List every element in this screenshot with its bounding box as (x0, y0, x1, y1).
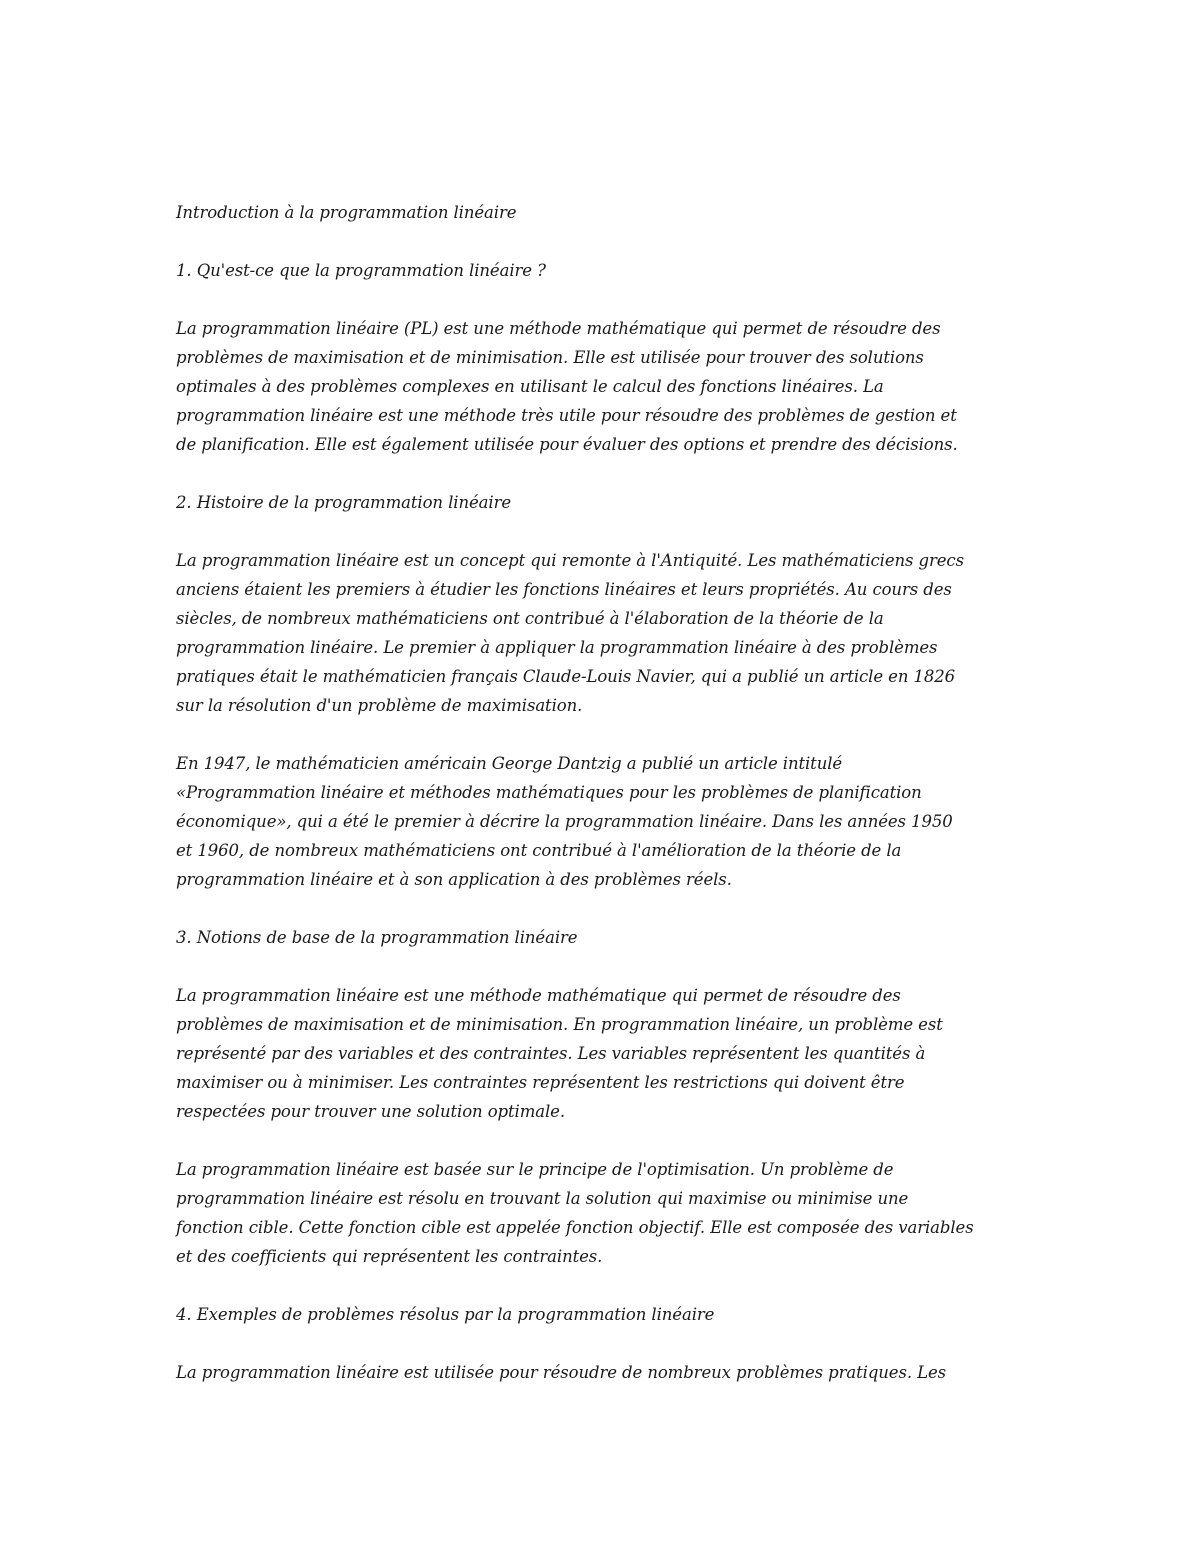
text-line: programmation linéaire est résolu en trouvant la solution qui maximise ou minimise une (176, 1189, 909, 1208)
text-line: programmation linéaire et à son application à des problèmes réels. (176, 870, 732, 889)
text-line: «Programmation linéaire et méthodes mathématiques pour les problèmes de planification (176, 783, 922, 802)
section-heading-1: 1. Qu'est-ce que la programmation linéaire ? (176, 261, 546, 280)
text-line: économique», qui a été le premier à décrire la programmation linéaire. Dans les années 1950 (176, 812, 953, 831)
text-line: La programmation linéaire est basée sur le principe de l'optimisation. Un problème de (176, 1160, 894, 1179)
text-line: programmation linéaire est une méthode très utile pour résoudre des problèmes de gestion et (176, 406, 957, 425)
text-line: optimales à des problèmes complexes en utilisant le calcul des fonctions linéaires. La (176, 377, 884, 396)
section-2-paragraph-1 (176, 546, 1036, 720)
text-line: respectées pour trouver une solution optimale. (176, 1102, 565, 1121)
section-2-paragraph-2 (176, 749, 1036, 894)
text-line: La programmation linéaire est utilisée pour résoudre de nombreux problèmes pratiques. Les (176, 1363, 947, 1382)
section-heading-4: 4. Exemples de problèmes résolus par la programmation linéaire (176, 1305, 715, 1324)
text-line: pratiques était le mathématicien français Claude-Louis Navier, qui a publié un article en 1826 (176, 667, 956, 686)
section-heading-3: 3. Notions de base de la programmation linéaire (176, 928, 578, 947)
text-line: représenté par des variables et des contraintes. Les variables représentent les quantités à (176, 1044, 926, 1063)
text-line: programmation linéaire. Le premier à appliquer la programmation linéaire à des problèmes (176, 638, 938, 657)
text-line: sur la résolution d'un problème de maximisation. (176, 696, 583, 715)
text-line: siècles, de nombreux mathématiciens ont contribué à l'élaboration de la théorie de la (176, 609, 884, 628)
text-line: de planification. Elle est également utilisée pour évaluer des options et prendre des décisions. (176, 435, 958, 454)
text-line: anciens étaient les premiers à étudier les fonctions linéaires et leurs propriétés. Au cours des (176, 580, 952, 599)
text-line: maximiser ou à minimiser. Les contraintes représentent les restrictions qui doivent être (176, 1073, 905, 1092)
text-line: problèmes de maximisation et de minimisation. Elle est utilisée pour trouver des solutions (176, 348, 924, 367)
text-line: problèmes de maximisation et de minimisation. En programmation linéaire, un problème est (176, 1015, 943, 1034)
text-line: La programmation linéaire (PL) est une méthode mathématique qui permet de résoudre des (176, 319, 941, 338)
text-line: En 1947, le mathématicien américain George Dantzig a publié un article intitulé (176, 754, 843, 773)
section-4-paragraph-1 (176, 1358, 1036, 1387)
text-line: et 1960, de nombreux mathématiciens ont contribué à l'amélioration de la théorie de la (176, 841, 902, 860)
document-title: Introduction à la programmation linéaire (176, 203, 517, 222)
text-line: fonction cible. Cette fonction cible est appelée fonction objectif. Elle est composée des variables (176, 1218, 974, 1237)
text-line: La programmation linéaire est une méthode mathématique qui permet de résoudre des (176, 986, 901, 1005)
text-line: La programmation linéaire est un concept qui remonte à l'Antiquité. Les mathématiciens grecs (176, 551, 964, 570)
section-heading-2: 2. Histoire de la programmation linéaire (176, 493, 512, 512)
document-body (176, 198, 1036, 1416)
section-3-paragraph-1 (176, 981, 1036, 1126)
section-1-paragraph-1 (176, 314, 1036, 459)
section-3-paragraph-2 (176, 1155, 1036, 1271)
text-line: et des coefficients qui représentent les contraintes. (176, 1247, 603, 1266)
